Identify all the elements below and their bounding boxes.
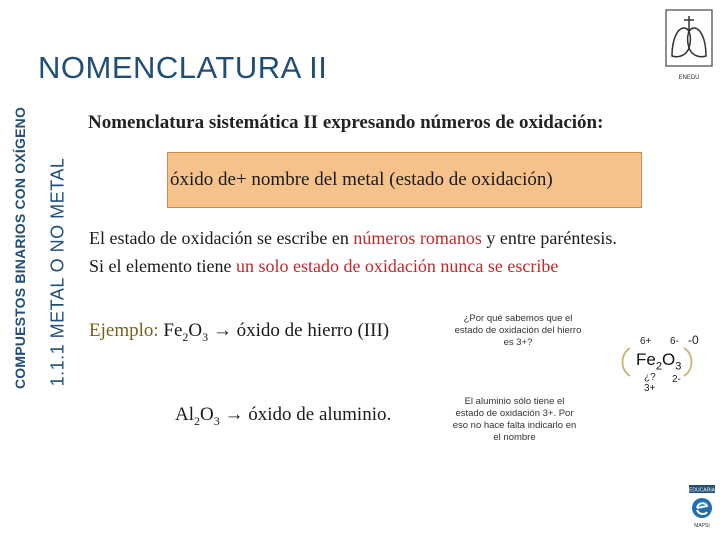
- zero-value: 0: [692, 333, 699, 347]
- section-subtitle: Nomenclatura sistemática II expresando números de oxidación:: [88, 112, 604, 133]
- university-logo-icon: [664, 8, 714, 83]
- oxidation-state-diagram: [618, 332, 718, 402]
- element-symbol: Al: [175, 404, 194, 425]
- element-symbol: Fe: [163, 320, 183, 341]
- element-symbol: O: [200, 404, 214, 425]
- logo-caption-top: EDUCARIA: [689, 487, 715, 494]
- logo-caption-bottom: MAPSI: [694, 523, 710, 529]
- element-symbol: O: [661, 350, 676, 369]
- rule-text: El estado de oxidación se escribe en: [89, 228, 354, 248]
- vertical-subtitle-text: 1.1.1 METAL O NO METAL: [47, 157, 68, 387]
- subscript: 3: [213, 413, 220, 428]
- question-note: ¿Por qué sabemos que el estado de oxidación del hierro es 3+?: [454, 313, 582, 348]
- rule-text: Si el elemento tiene: [89, 256, 236, 276]
- diagram-formula: [636, 350, 681, 372]
- formula-rule-text: óxido de+ nombre del metal (estado de oxidación): [170, 169, 553, 190]
- explanation-note: El aluminio sólo tiene el estado de oxidación 3+. Por eso no hace falta indicarlo en el nombre: [452, 396, 577, 443]
- page-title: NOMENCLATURA II: [38, 50, 328, 85]
- fe-oxidation-state: 3+: [644, 383, 656, 394]
- vertical-title-text: COMPUESTOS BINARIOS CON OXÍGENO: [12, 106, 28, 390]
- formula-rule-box: [167, 152, 642, 208]
- example-iron-oxide: [89, 320, 389, 345]
- example-aluminium-oxide: [175, 404, 391, 429]
- question-mark: ¿?: [644, 372, 656, 383]
- element-symbol: Fe: [636, 350, 656, 369]
- logo-caption: ENEDU: [678, 75, 700, 81]
- publisher-logo-icon: [688, 484, 716, 534]
- subscript: 2: [194, 413, 200, 428]
- example-name: → óxido de aluminio.: [219, 404, 392, 425]
- o-oxidation-state: 2-: [672, 374, 681, 385]
- subscript: 2: [655, 360, 662, 373]
- rule-highlight: números romanos: [353, 228, 482, 248]
- charge-o: 6-: [670, 336, 679, 347]
- roman-numerals-rule: [89, 228, 617, 249]
- rule-text-end: y entre paréntesis.: [481, 228, 617, 248]
- subscript: 2: [182, 329, 189, 344]
- zero-sum: -0: [688, 333, 699, 347]
- subscript: 3: [202, 329, 209, 344]
- example-name: → óxido de hierro (III): [208, 320, 390, 341]
- example-formula: [163, 320, 209, 344]
- single-state-rule: [89, 256, 558, 277]
- charge-fe: 6+: [640, 336, 652, 347]
- element-symbol: O: [188, 320, 203, 341]
- vertical-section-title: [2, 0, 38, 540]
- example-formula: [175, 404, 220, 428]
- rule-highlight: un solo estado de oxidación nunca se escribe: [235, 256, 559, 276]
- example-label: Ejemplo:: [89, 320, 159, 341]
- subscript: 3: [675, 360, 682, 373]
